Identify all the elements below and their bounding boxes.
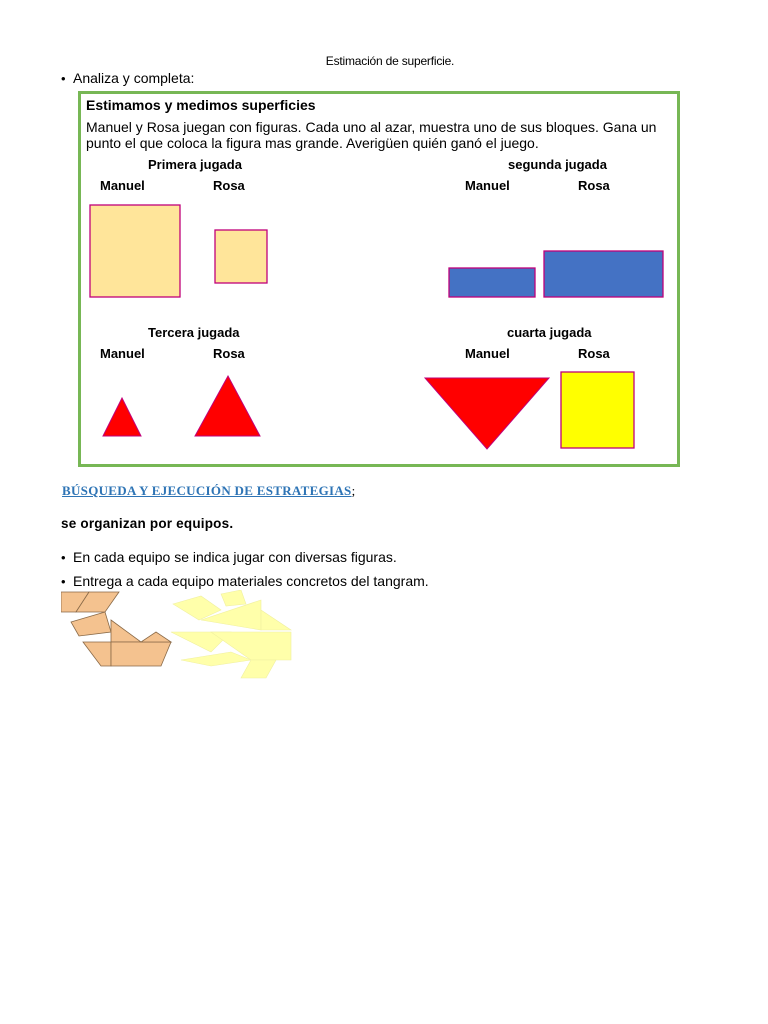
round-2-rosa-rectangle	[544, 251, 663, 297]
strategy-bullet-2: • Entrega a cada equipo materiales concretos del tangram.	[61, 573, 429, 589]
activity-description: Manuel y Rosa juegan con figuras. Cada uno al azar, muestra uno de sus bloques. Gana un punto el que coloca la figura mas grande. Averigüen quién ganó el juego.	[86, 119, 657, 151]
round-4-rosa-square	[561, 372, 634, 448]
round-2-player-manuel: Manuel	[465, 178, 510, 193]
strategies-heading: BÚSQUEDA Y EJECUCIÓN DE ESTRATEGIAS;	[62, 483, 356, 498]
round-1-rosa-square	[215, 230, 267, 283]
round-3-rosa-triangle	[195, 376, 260, 436]
round-2-manuel-rectangle	[449, 268, 535, 297]
strategy-bullet-1: • En cada equipo se indica jugar con diversas figuras.	[61, 549, 397, 565]
round-2-player-rosa: Rosa	[578, 178, 610, 193]
round-4-player-rosa: Rosa	[578, 346, 610, 361]
round-3-player-rosa: Rosa	[213, 346, 245, 361]
game-shapes	[0, 0, 768, 480]
round-3-manuel-triangle	[103, 398, 141, 436]
round-3-title: Tercera jugada	[148, 325, 240, 340]
strategies-subheading: se organizan por equipos.	[61, 516, 234, 531]
round-1-player-manuel: Manuel	[100, 178, 145, 193]
round-4-manuel-triangle	[425, 378, 549, 449]
round-1-title: Primera jugada	[148, 157, 242, 172]
tangram-image	[61, 590, 311, 680]
round-1-player-rosa: Rosa	[213, 178, 245, 193]
round-3-player-manuel: Manuel	[100, 346, 145, 361]
round-2-title: segunda jugada	[508, 157, 607, 172]
activity-heading: Estimamos y medimos superficies	[86, 97, 316, 113]
round-4-player-manuel: Manuel	[465, 346, 510, 361]
round-4-title: cuarta jugada	[507, 325, 592, 340]
intro-bullet: • Analiza y completa:	[61, 70, 194, 86]
round-1-manuel-square	[90, 205, 180, 297]
document-title: Estimación de superficie.	[325, 54, 455, 68]
